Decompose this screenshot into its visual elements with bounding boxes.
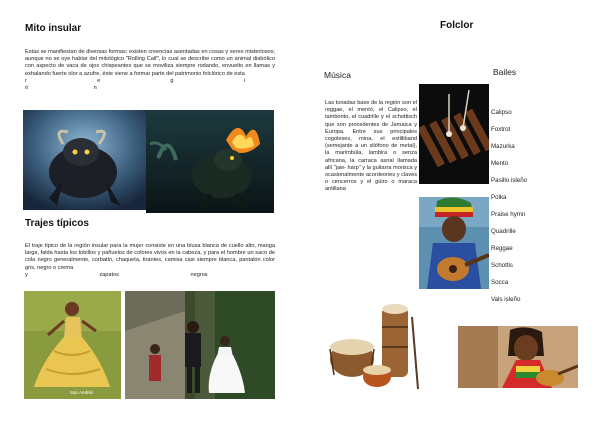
rasta-guitarist-image — [419, 197, 489, 289]
couple-dancing-photo — [125, 291, 275, 399]
traditional-dress-photo — [24, 291, 121, 399]
bailes-item-schottis: Schottis — [491, 262, 514, 269]
mito-last-line: r e g i ó n — [25, 77, 275, 92]
bailes-item-foxtrot: Foxtrot — [491, 126, 511, 133]
trajes-last-line: y zapatos negros — [25, 271, 208, 278]
rolling-calf-image-2 — [146, 110, 274, 213]
trajes-title: Trajes típicos — [25, 218, 89, 229]
mito-paragraph — [25, 49, 275, 92]
bailes-item-reggae: Reggae — [491, 245, 513, 252]
photo-caption: San Andrés — [70, 390, 94, 395]
bailes-item-mazurka: Mazurka — [491, 143, 515, 150]
bailes-item-praise-hymn: Praise hymn — [491, 211, 526, 218]
bailes-title: Bailes — [493, 67, 517, 77]
musica-paragraph: Las tonadas base de la región son el reggae, el mentó, el Calipso, el tamborito, el cuadrille y el schottisch que son procedentes de Jamaica y Europa. Entre sus principales cogoleses, mina, el estilliband (semejante a un xilófono de metal), la marimbúla, lambira o senza africana, la carraca asnal llamada allí "jaw- harp" y la guitarra morisca y ocasionalmente acordeones y claves o cencerros y el güiro o maraca antillana — [325, 100, 417, 193]
trajes-paragraph — [25, 243, 275, 279]
folclor-title: Folclor — [440, 20, 474, 31]
bailes-item-calipso: Calipso — [491, 109, 512, 116]
reggae-musician-image — [458, 326, 578, 388]
mito-title: Mito insular — [25, 23, 82, 34]
bailes-item-vals-isleno: Vals isleño — [491, 296, 521, 303]
xylophone-image — [419, 84, 489, 184]
musica-title: Música — [324, 70, 351, 80]
mito-text: Estas se manifiestan de diversas formas; existen creencias asentadas en cosas y seres misteriosos; aunque no se oye hablar del mitológico "Rolling Calf", lo cual se describe como un animal diabólico con aspecto de vaca de ojos chispeantes que se moviliza siempre rodando, envuelto en llamas y exhalando fuerte olor a azufre, éste viene a formar parte del patrimonio folclórico de esta — [25, 49, 275, 77]
drums-image — [322, 297, 432, 397]
rolling-calf-image-1 — [23, 110, 146, 210]
bailes-item-quadrille: Quadrille — [491, 228, 516, 235]
bailes-item-pasillo-isleno: Pasillo isleño — [491, 177, 528, 184]
bailes-item-mento: Mento — [491, 160, 509, 167]
bailes-item-polka: Polka — [491, 194, 507, 201]
trajes-text: El traje típico de la región insular para la mujer consiste en una blusa blanca de cuello alto, manga larga, falda hasta los tobillos y pañuelos de colores vivos en la cabeza, y para el hombre un saco de cola negro generalmente, corbatín, chaqueta, tirantes, camisa casi siempre blanca, pantalón color gris, negro o crema — [25, 243, 275, 271]
bailes-item-socca: Socca — [491, 279, 509, 286]
bailes-list — [491, 104, 581, 308]
